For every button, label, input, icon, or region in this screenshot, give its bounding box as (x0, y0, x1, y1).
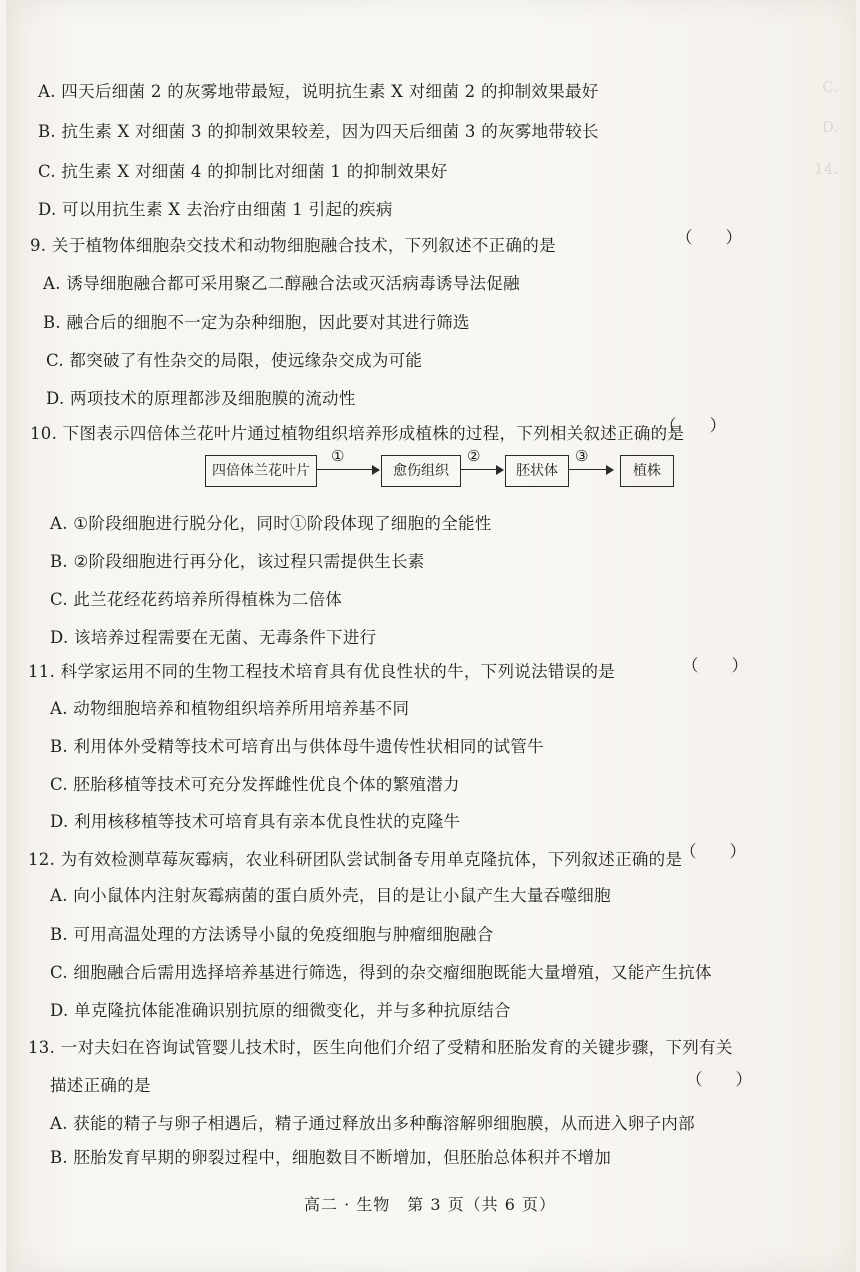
answer-paren-10[interactable]: （ ） (660, 416, 726, 435)
q11-option-d: D. 利用核移植等技术可培育具有亲本优良性状的克隆牛 (50, 812, 461, 831)
diagram-box-leaf: 四倍体兰花叶片 (205, 455, 317, 487)
diagram-box-callus: 愈伤组织 (381, 455, 461, 487)
step-1-label: ① (331, 447, 345, 465)
diagram-arrow-2 (461, 469, 503, 470)
process-diagram (205, 447, 605, 489)
q10-option-d: D. 该培养过程需要在无菌、无毒条件下进行 (50, 628, 377, 647)
q13-option-a: A. 获能的精子与卵子相遇后，精子通过释放出多种酶溶解卵细胞膜，从而进入卵子内部 (50, 1114, 695, 1133)
question-13-stem-cont: 描述正确的是 (50, 1076, 151, 1095)
q11-option-a: A. 动物细胞培养和植物组织培养所用培养基不同 (50, 699, 410, 718)
page-footer: 高二 · 生物 第 3 页（共 6 页） (304, 1195, 556, 1214)
q12-option-d: D. 单克隆抗体能准确识别抗原的细微变化，并与多种抗原结合 (50, 1001, 511, 1020)
diagram-arrow-1 (317, 469, 379, 470)
option-prev-d: D. 可以用抗生素 X 去治疗由细菌 1 引起的疾病 (38, 200, 393, 219)
answer-paren-13[interactable]: （ ） (686, 1070, 752, 1089)
question-11-stem: 11. 科学家运用不同的生物工程技术培育具有优良性状的牛，下列说法错误的是 (28, 662, 616, 681)
diagram-arrow-3 (569, 469, 613, 470)
diagram-box-plant: 植株 (620, 455, 674, 487)
bleed-through-text: D. (821, 118, 838, 136)
q11-option-c: C. 胚胎移植等技术可充分发挥雌性优良个体的繁殖潜力 (50, 775, 460, 794)
option-prev-a: A. 四天后细菌 2 的灰雾地带最短，说明抗生素 X 对细菌 2 的抑制效果最好 (38, 82, 599, 101)
q10-option-a: A. ①阶段细胞进行脱分化，同时①阶段体现了细胞的全能性 (50, 514, 492, 533)
answer-paren-12[interactable]: （ ） (680, 842, 746, 861)
q12-option-c: C. 细胞融合后需用选择培养基进行筛选，得到的杂交瘤细胞既能大量增殖，又能产生抗体 (50, 963, 712, 982)
q9-option-c: C. 都突破了有性杂交的局限，使远缘杂交成为可能 (46, 351, 423, 370)
q11-option-b: B. 利用体外受精等技术可培育出与供体母牛遗传性状相同的试管牛 (50, 737, 544, 756)
question-12-stem: 12. 为有效检测草莓灰霉病，农业科研团队尝试制备专用单克隆抗体，下列叙述正确的是 (28, 850, 683, 869)
question-13-stem: 13. 一对夫妇在咨询试管婴儿技术时，医生向他们介绍了受精和胚胎发育的关键步骤，下列有关 (28, 1038, 733, 1057)
step-3-label: ③ (575, 447, 589, 465)
question-10-stem: 10. 下图表示四倍体兰花叶片通过植物组织培养形成植株的过程，下列相关叙述正确的是 (30, 424, 685, 443)
q13-option-b: B. 胚胎发育早期的卵裂过程中，细胞数目不断增加，但胚胎总体积并不增加 (50, 1148, 612, 1167)
q10-option-b: B. ②阶段细胞进行再分化，该过程只需提供生长素 (50, 552, 425, 571)
q9-option-d: D. 两项技术的原理都涉及细胞膜的流动性 (46, 389, 356, 408)
q9-option-b: B. 融合后的细胞不一定为杂种细胞，因此要对其进行筛选 (43, 313, 470, 332)
q9-option-a: A. 诱导细胞融合都可采用聚乙二醇融合法或灭活病毒诱导法促融 (43, 274, 520, 293)
diagram-box-embryoid: 胚状体 (505, 455, 569, 487)
bleed-through-text: 14. (814, 160, 838, 178)
answer-paren-9[interactable]: （ ） (676, 228, 742, 247)
bleed-through-text: C. (822, 78, 838, 96)
q10-option-c: C. 此兰花经花药培养所得植株为二倍体 (50, 590, 343, 609)
option-prev-c: C. 抗生素 X 对细菌 4 的抑制比对细菌 1 的抑制效果好 (38, 162, 448, 181)
q12-option-b: B. 可用高温处理的方法诱导小鼠的免疫细胞与肿瘤细胞融合 (50, 925, 494, 944)
question-9-stem: 9. 关于植物体细胞杂交技术和动物细胞融合技术，下列叙述不正确的是 (30, 236, 556, 255)
answer-paren-11[interactable]: （ ） (682, 656, 748, 675)
step-2-label: ② (467, 447, 481, 465)
option-prev-b: B. 抗生素 X 对细菌 3 的抑制效果较差，因为四天后细菌 3 的灰雾地带较长 (38, 122, 599, 141)
q12-option-a: A. 向小鼠体内注射灰霉病菌的蛋白质外壳，目的是让小鼠产生大量吞噬细胞 (50, 886, 611, 905)
